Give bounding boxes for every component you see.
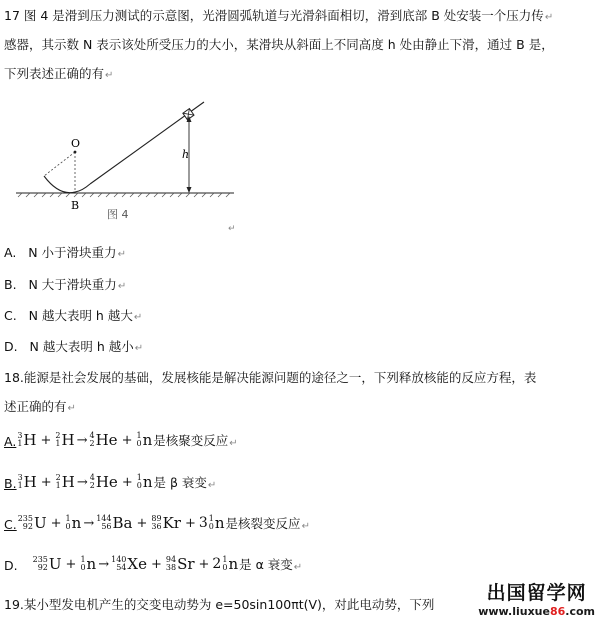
watermark-url: www.liuxue86.com — [478, 605, 595, 618]
q18-option-c-text: 是核裂变反应 — [225, 516, 301, 531]
q17-line1: 17 图 4 是滑到压力测试的示意图，光滑圆弧轨道与光滑斜面相切，滑到底部 B 处安装一个压力传↵ — [4, 8, 554, 23]
height-arrow-bottom — [187, 187, 192, 193]
q18-option-b-text: 是 β 衰变 — [153, 475, 207, 490]
q18-option-b-letter: B. — [4, 476, 17, 491]
q18-line1: 18.能源是社会发展的基础，发展核能是解决能源问题的途径之一，下列释放核能的反应方程，表 — [4, 370, 537, 385]
q18-option-a-letter: A. — [4, 434, 17, 449]
equation-d: 235 92 U + 1 0 n → 140 54 Xe + 94 38 Sr + 2 1 0 n — [32, 555, 239, 573]
q18-option-b[interactable]: B. 3 1 H + 2 1 H → 4 2 He + 1 0 n 是 β 衰变 ↵ — [4, 473, 217, 491]
q18-line2: 述正确的有↵ — [4, 399, 76, 414]
q18-option-c[interactable]: C. 235 92 U + 1 0 n → 144 56 Ba + 89 36 Kr + 3 1 0 n 是核裂变反应 ↵ — [4, 514, 310, 532]
arc-track — [44, 176, 90, 193]
q18-option-d-text: 是 α 衰变 — [239, 557, 293, 572]
q17-option-b[interactable]: B. N 大于滑块重力↵ — [4, 277, 127, 292]
center-point-o — [74, 151, 77, 154]
watermark-title: 出国留学网 — [486, 582, 587, 604]
q18-option-c-letter: C. — [4, 517, 17, 532]
q17-line3: 下列表述正确的有↵ — [4, 66, 114, 81]
return-mark: ↵ — [228, 224, 236, 232]
label-o: O — [71, 137, 81, 150]
equation-c: 235 92 U + 1 0 n → 144 56 Ba + 89 36 Kr + 3 1 0 n — [17, 514, 225, 532]
label-h: h — [182, 148, 190, 161]
figure-4-diagram — [14, 100, 239, 232]
q17-option-c[interactable]: C. N 越大表明 h 越大↵ — [4, 308, 143, 323]
site-watermark — [478, 578, 595, 618]
q17-option-a[interactable]: A. N 小于滑块重力↵ — [4, 245, 126, 260]
q18-option-d[interactable]: D. 235 92 U + 1 0 n → 140 54 Xe + 94 38 Sr + 2 1 0 n 是 α 衰变 ↵ — [4, 555, 303, 573]
ground-hatch — [18, 193, 230, 197]
q19-line1: 19.某小型发电机产生的交变电动势为 e=50sin100πt(V)，对此电动势，下列 — [4, 597, 435, 612]
radius-line-left — [44, 152, 75, 176]
figure-caption: 图 4 — [107, 208, 129, 221]
label-b: B — [71, 199, 80, 212]
q17-line2: 感器，其示数 N 表示该处所受压力的大小，某滑块从斜面上不同高度 h 处由静止下滑，通过 B 是， — [4, 37, 554, 52]
q18-option-d-letter: D. — [4, 558, 18, 573]
q17-option-d[interactable]: D. N 越大表明 h 越小↵ — [4, 339, 144, 354]
equation-a: 3 1 H + 2 1 H → 4 2 He + 1 0 n — [17, 431, 153, 449]
equation-b: 3 1 H + 2 1 H → 4 2 He + 1 0 n — [17, 473, 153, 491]
q18-option-a[interactable]: A. 3 1 H + 2 1 H → 4 2 He + 1 0 n 是核聚变反应 ↵ — [4, 431, 238, 449]
q18-option-a-text: 是核聚变反应 — [153, 433, 229, 448]
